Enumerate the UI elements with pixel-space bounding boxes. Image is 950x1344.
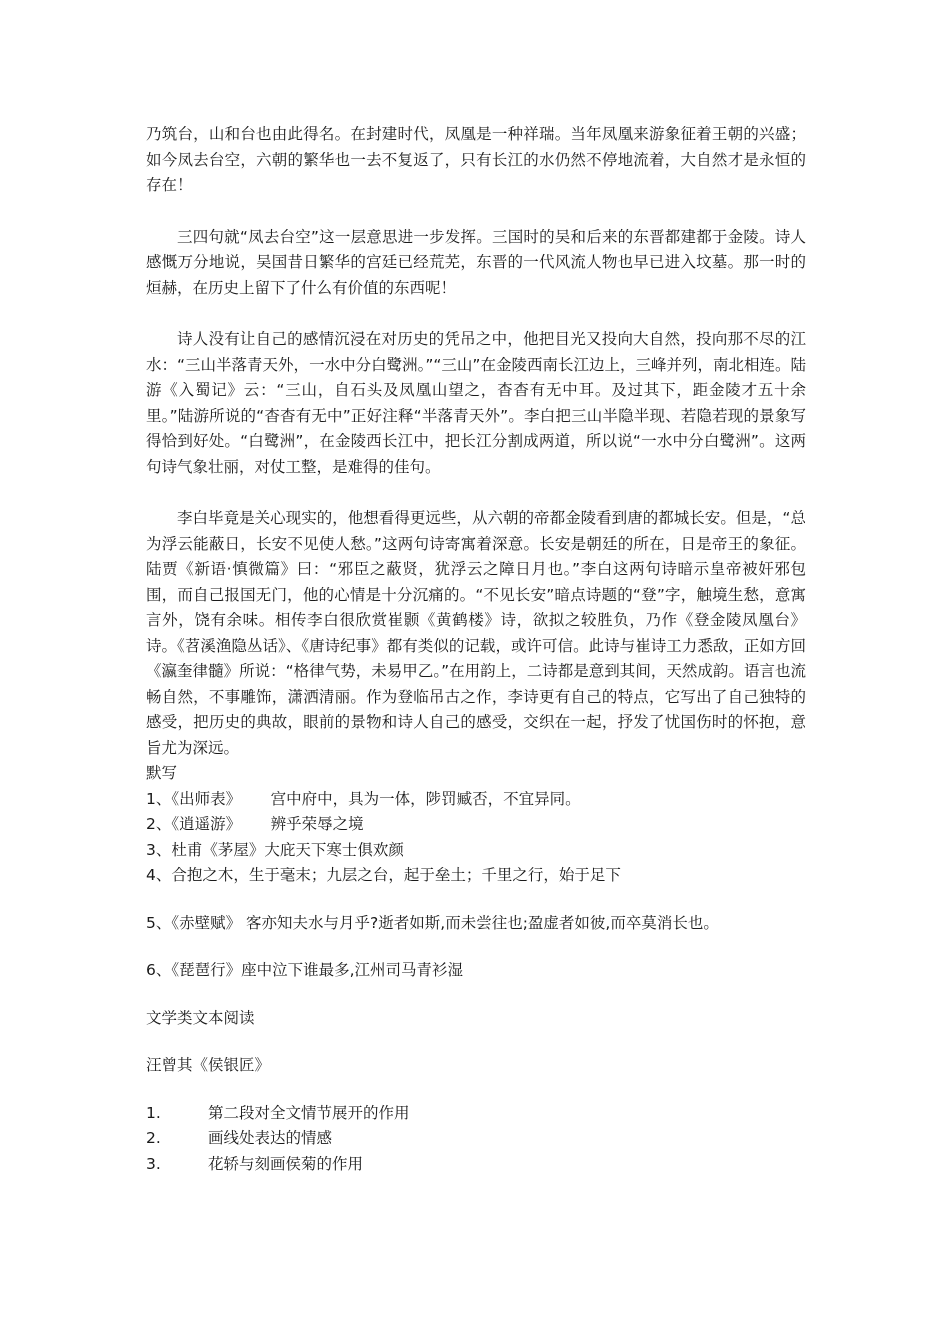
dictation-heading: 默写 <box>146 764 178 782</box>
reading-subheading: 汪曾其《侯银匠》 <box>146 1056 271 1074</box>
document-body <box>146 122 806 1177</box>
list-number: 2. <box>146 1129 161 1147</box>
dictation-item-1: 1、《出师表》 宫中府中，具为一体，陟罚臧否，不宜异同。 <box>146 789 581 808</box>
list-number: 1. <box>146 1103 161 1122</box>
paragraph-spacer <box>146 984 806 1006</box>
list-text: 第二段对全文情节展开的作用 <box>208 1103 410 1122</box>
paragraph-4: 李白毕竟是关心现实的，他想看得更远些，从六朝的帝都金陵看到唐的都城长安。但是，“总为浮云能蔽日，长安不见使人愁。”这两句诗寄寓着深意。长安是朝廷的所在，日是帝王的象征。陆贾《新语·慎微篇》曰：“邪臣之蔽贤，犹浮云之障日月也。”李白这两句诗暗示皇帝被奸邪包围，而自己报国无门，他的心情是十分沉痛的。“不见长安”暗点诗题的“登”字，触境生愁，意寓言外，饶有余味。相传李白很欣赏崔颢《黄鹤楼》诗，欲拟之较胜负，乃作《登金陵凤凰台》诗。《苕溪渔隐丛话》、《唐诗纪事》都有类似的记载，或许可信。此诗与崔诗工力悉敌，正如方回《瀛奎律髓》所说：“格律气势，未易甲乙。”在用韵上，二诗都是意到其间，天然成韵。语言也流畅自然，不事雕饰，潇洒清丽。作为登临吊古之作，李诗更有自己的特点，它写出了自己独特的感受，把历史的典故，眼前的景物和诗人自己的感受，交织在一起，抒发了忧国伤时的怀抱，意旨尤为深远。 <box>146 509 806 757</box>
reading-question-1 <box>146 1101 806 1127</box>
list-number: 3. <box>146 1154 161 1173</box>
dictation-item-6: 6、《琵琶行》座中泣下谁最多,江州司马青衫湿 <box>146 961 464 979</box>
dictation-item-5: 5、《赤壁赋》 客亦知夫水与月乎?逝者如斯,而未尝往也;盈虚者如彼,而卒莫消长也。 <box>146 913 719 932</box>
paragraph-2: 三四句就“凤去台空”这一层意思进一步发挥。三国时的吴和后来的东晋都建都于金陵。诗人感慨万分地说，吴国昔日繁华的宫廷已经荒芜，东晋的一代风流人物也早已进入坟墓。那一时的烜赫，在历史上留下了什么有价值的东西呢！ <box>146 227 806 297</box>
paragraph-spacer <box>146 199 806 225</box>
reading-heading: 文学类文本阅读 <box>146 1008 255 1027</box>
paragraph-spacer <box>146 301 806 327</box>
list-text: 画线处表达的情感 <box>208 1129 333 1147</box>
paragraph-3: 诗人没有让自己的感情沉浸在对历史的凭吊之中，他把目光又投向大自然，投向那不尽的江水：“三山半落青天外，一水中分白鹭洲。”“三山”在金陵西南长江边上，三峰并列，南北相连。陆游《入蜀记》云：“三山，自石头及凤凰山望之，杳杳有无中耳。及过其下，距金陵才五十余里。”陆游所说的“杳杳有无中”正好注释“半落青天外”。李白把三山半隐半现、若隐若现的景象写得恰到好处。“白鹭洲”，在金陵西长江中，把长江分割成两道，所以说“一水中分白鹭洲”。这两句诗气象壮丽，对仗工整，是难得的佳句。 <box>146 330 806 476</box>
paragraph-spacer <box>146 889 806 911</box>
paragraph-1: 乃筑台，山和台也由此得名。在封建时代，凤凰是一种祥瑞。当年凤凰来游象征着王朝的兴盛；如今凤去台空，六朝的繁华也一去不复返了，只有长江的水仍然不停地流着，大自然才是永恒的存在！ <box>146 125 806 194</box>
dictation-item-3: 3、杜甫《茅屋》大庇天下寒士俱欢颜 <box>146 840 404 859</box>
reading-question-2 <box>146 1126 806 1152</box>
paragraph-spacer <box>146 936 806 958</box>
paragraph-spacer <box>146 1031 806 1053</box>
paragraph-spacer <box>146 1079 806 1101</box>
reading-question-3 <box>146 1152 806 1178</box>
list-text: 花轿与刻画侯菊的作用 <box>208 1154 364 1173</box>
dictation-item-2: 2、《逍遥游》 辨乎荣辱之境 <box>146 815 364 833</box>
dictation-item-4: 4、合抱之木，生于毫末；九层之台，起于垒土；千里之行，始于足下 <box>146 866 621 884</box>
paragraph-spacer <box>146 480 806 506</box>
